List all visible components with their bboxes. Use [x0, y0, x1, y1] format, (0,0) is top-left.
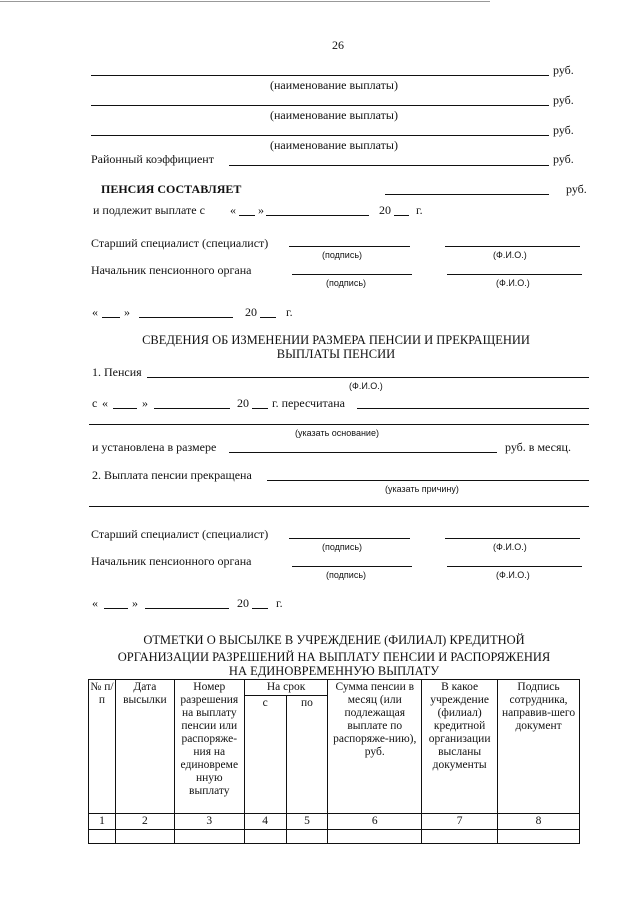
month-line[interactable] — [266, 215, 369, 216]
year-prefix: 20 — [237, 396, 249, 410]
col-term-header: На срок — [244, 680, 328, 696]
signature-line[interactable] — [289, 246, 410, 247]
fio-caption: (Ф.И.О.) — [496, 278, 530, 288]
basis-line-2[interactable] — [89, 424, 589, 425]
fio-line[interactable] — [447, 274, 582, 275]
item1-pension-label: 1. Пенсия — [92, 365, 142, 379]
top-edge-line — [0, 1, 490, 2]
fio-caption: (Ф.И.О.) — [493, 250, 527, 260]
table-cell[interactable] — [498, 830, 580, 844]
specify-basis-caption: (указать основание) — [295, 428, 379, 438]
table-cell[interactable] — [89, 830, 116, 844]
payment-line-1[interactable] — [91, 75, 549, 76]
pension-amount-line[interactable] — [385, 194, 549, 195]
item2-terminated-label: 2. Выплата пенсии прекращена — [92, 468, 252, 482]
recalculated-label: г. пересчитана — [272, 396, 345, 410]
quote-close: » — [258, 203, 264, 217]
rub-label-5: руб. — [566, 182, 587, 196]
col-number-cell: 5 — [286, 814, 328, 830]
col-to-header: по — [286, 696, 328, 814]
col-institution-header: В какое учреждение (филиал) кредитной организации высланы документы — [422, 680, 498, 814]
day-line[interactable] — [113, 408, 137, 409]
payment-line-2[interactable] — [91, 105, 549, 106]
col-number-cell: 6 — [328, 814, 422, 830]
signature-caption: (подпись) — [326, 570, 367, 580]
year-line[interactable] — [394, 215, 409, 216]
col-signature-header: Подпись сотрудника, направив-шего документ — [498, 680, 580, 814]
signature-line[interactable] — [292, 566, 412, 567]
quote-open: « — [102, 396, 108, 410]
signature-line[interactable] — [289, 538, 410, 539]
payment-line-3[interactable] — [91, 135, 549, 136]
fio-line[interactable] — [447, 566, 582, 567]
fio-caption: (Ф.И.О.) — [349, 381, 383, 391]
col-number-cell: 4 — [244, 814, 286, 830]
quote-open: « — [92, 596, 98, 610]
specify-reason-caption: (указать причину) — [385, 484, 459, 494]
fio-caption: (Ф.И.О.) — [496, 570, 530, 580]
page-number: 26 — [332, 38, 344, 52]
year-prefix: 20 — [237, 596, 249, 610]
quote-open: « — [230, 203, 236, 217]
col-number-cell: 2 — [115, 814, 174, 830]
regional-coefficient-label: Районный коэффициент — [91, 152, 214, 166]
fio-line[interactable] — [445, 246, 580, 247]
table-cell[interactable] — [286, 830, 328, 844]
reason-line-1[interactable] — [267, 480, 589, 481]
senior-specialist-label: Старший специалист (специалист) — [91, 236, 269, 250]
senior-specialist-label: Старший специалист (специалист) — [91, 527, 269, 541]
marks-table — [88, 679, 580, 844]
payment-name-caption-2: (наименование выплаты) — [270, 108, 398, 122]
year-line[interactable] — [252, 608, 268, 609]
year-suffix: г. — [286, 305, 293, 319]
fio-caption: (Ф.И.О.) — [493, 542, 527, 552]
rub-label-1: руб. — [553, 63, 574, 77]
day-line[interactable] — [102, 317, 120, 318]
regional-coefficient-line[interactable] — [229, 165, 549, 166]
section-title-line-2: ВЫПЛАТЫ ПЕНСИИ — [276, 347, 396, 361]
marks-title-line-3: НА ЕДИНОВРЕМЕННУЮ ВЫПЛАТУ — [228, 664, 440, 678]
payment-name-caption-3: (наименование выплаты) — [270, 138, 398, 152]
table-cell[interactable] — [174, 830, 244, 844]
head-of-authority-label: Начальник пенсионного органа — [91, 263, 252, 277]
section-title-line-1: СВЕДЕНИЯ ОБ ИЗМЕНЕНИИ РАЗМЕРА ПЕНСИИ И ПРЕКРАЩЕНИИ — [142, 333, 530, 347]
rub-label-3: руб. — [553, 123, 574, 137]
quote-open: « — [92, 305, 98, 319]
quote-close: » — [124, 305, 130, 319]
col-number-cell: 1 — [89, 814, 116, 830]
table-cell[interactable] — [422, 830, 498, 844]
day-line[interactable] — [239, 215, 255, 216]
fio-line[interactable] — [445, 538, 580, 539]
rub-label-2: руб. — [553, 93, 574, 107]
amount-line[interactable] — [229, 452, 497, 453]
table-cell[interactable] — [115, 830, 174, 844]
month-line[interactable] — [145, 608, 229, 609]
year-prefix: 20 — [379, 203, 391, 217]
rub-label-4: руб. — [553, 152, 574, 166]
from-prefix: с — [92, 396, 98, 410]
year-prefix: 20 — [245, 305, 257, 319]
col-number-header: Номер разрешения на выплату пенсии или распоряже-ния на единовреме нную выплату — [174, 680, 244, 814]
set-in-amount-label: и установлена в размере — [92, 440, 217, 454]
marks-title-line-1: ОТМЕТКИ О ВЫСЫЛКЕ В УЧРЕЖДЕНИЕ (ФИЛИАЛ) КРЕДИТНОЙ — [143, 633, 525, 647]
table-row — [89, 830, 580, 844]
rub-per-month-label: руб. в месяц. — [505, 440, 571, 454]
head-of-authority-label: Начальник пенсионного органа — [91, 554, 252, 568]
payable-from-label: и подлежит выплате с — [93, 203, 205, 217]
signature-caption: (подпись) — [326, 278, 367, 288]
year-line[interactable] — [260, 317, 276, 318]
quote-close: » — [132, 596, 138, 610]
col-number-cell: 8 — [498, 814, 580, 830]
signature-caption: (подпись) — [322, 542, 363, 552]
col-num-header: № п/п — [89, 680, 116, 814]
pension-fio-line[interactable] — [147, 377, 589, 378]
pension-is-label: ПЕНСИЯ СОСТАВЛЯЕТ — [101, 182, 242, 196]
table-number-row — [89, 814, 580, 830]
marks-title-line-2: ОРГАНИЗАЦИИ РАЗРЕШЕНИЙ НА ВЫПЛАТУ ПЕНСИИ И РАСПОРЯЖЕНИЯ — [117, 650, 551, 664]
basis-line-1[interactable] — [357, 408, 589, 409]
col-sum-header: Сумма пенсии в месяц (или подлежащая выплате по распоряже-нию), руб. — [328, 680, 422, 814]
quote-close: » — [142, 396, 148, 410]
table-cell[interactable] — [244, 830, 286, 844]
signature-line[interactable] — [292, 274, 412, 275]
month-line[interactable] — [139, 317, 233, 318]
reason-line-2[interactable] — [89, 506, 589, 507]
day-line[interactable] — [104, 608, 128, 609]
col-number-cell: 7 — [422, 814, 498, 830]
table-header-row — [89, 680, 580, 696]
payment-name-caption-1: (наименование выплаты) — [270, 78, 398, 92]
col-from-header: с — [244, 696, 286, 814]
col-number-cell: 3 — [174, 814, 244, 830]
year-suffix: г. — [276, 596, 283, 610]
month-line[interactable] — [154, 408, 230, 409]
col-date-header: Дата высылки — [115, 680, 174, 814]
year-suffix: г. — [416, 203, 423, 217]
signature-caption: (подпись) — [322, 250, 363, 260]
table-cell[interactable] — [328, 830, 422, 844]
year-line[interactable] — [252, 408, 268, 409]
